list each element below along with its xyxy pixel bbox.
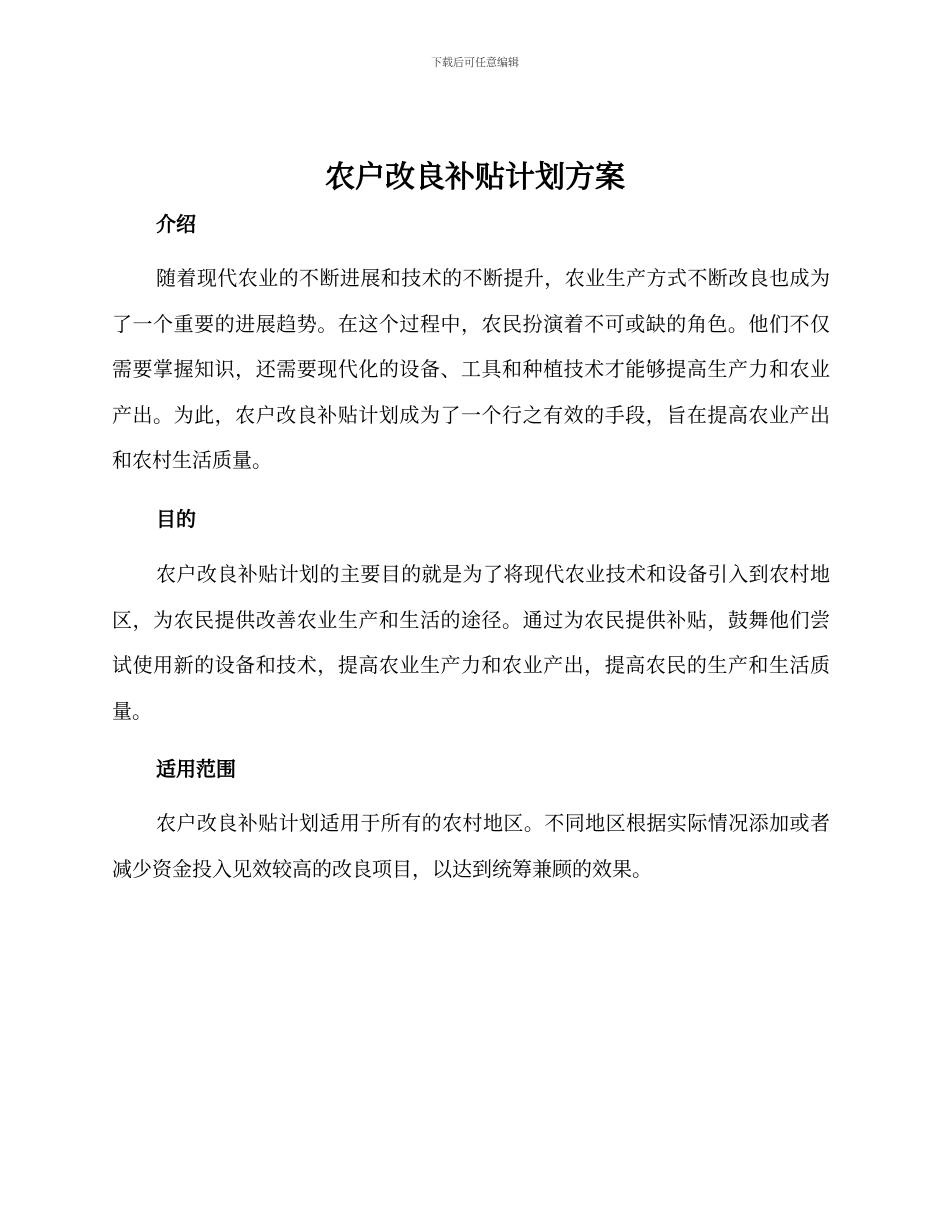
document-title: 农户改良补贴计划方案 — [325, 160, 625, 195]
page-header-note: 下载后可任意编辑 — [431, 56, 519, 69]
section-heading-scope: 适用范围 — [156, 757, 236, 781]
section-body-scope: 农户改良补贴计划适用于所有的农村地区。不同地区根据实际情况添加或者减少资金投入见效较高的改良项目，以达到统筹兼顾的效果。 — [112, 811, 830, 881]
section-body-intro: 随着现代农业的不断进展和技术的不断提升，农业生产方式不断改良也成为了一个重要的进展趋势。在这个过程中，农民扮演着不可或缺的角色。他们不仅需要掌握知识，还需要现代化的设备、工具和种植技术才能够提高生产力和农业产出。为此，农户改良补贴计划成为了一个行之有效的手段，旨在提高农业产出和农村生活质量。 — [112, 266, 830, 472]
section-body-purpose: 农户改良补贴计划的主要目的就是为了将现代农业技术和设备引入到农村地区，为农民提供改善农业生产和生活的途径。通过为农民提供补贴，鼓舞他们尝试使用新的设备和技术，提高农业生产力和农业产出，提高农民的生产和生活质量。 — [112, 562, 830, 723]
section-heading-purpose: 目的 — [156, 507, 196, 531]
section-heading-intro: 介绍 — [156, 212, 196, 236]
